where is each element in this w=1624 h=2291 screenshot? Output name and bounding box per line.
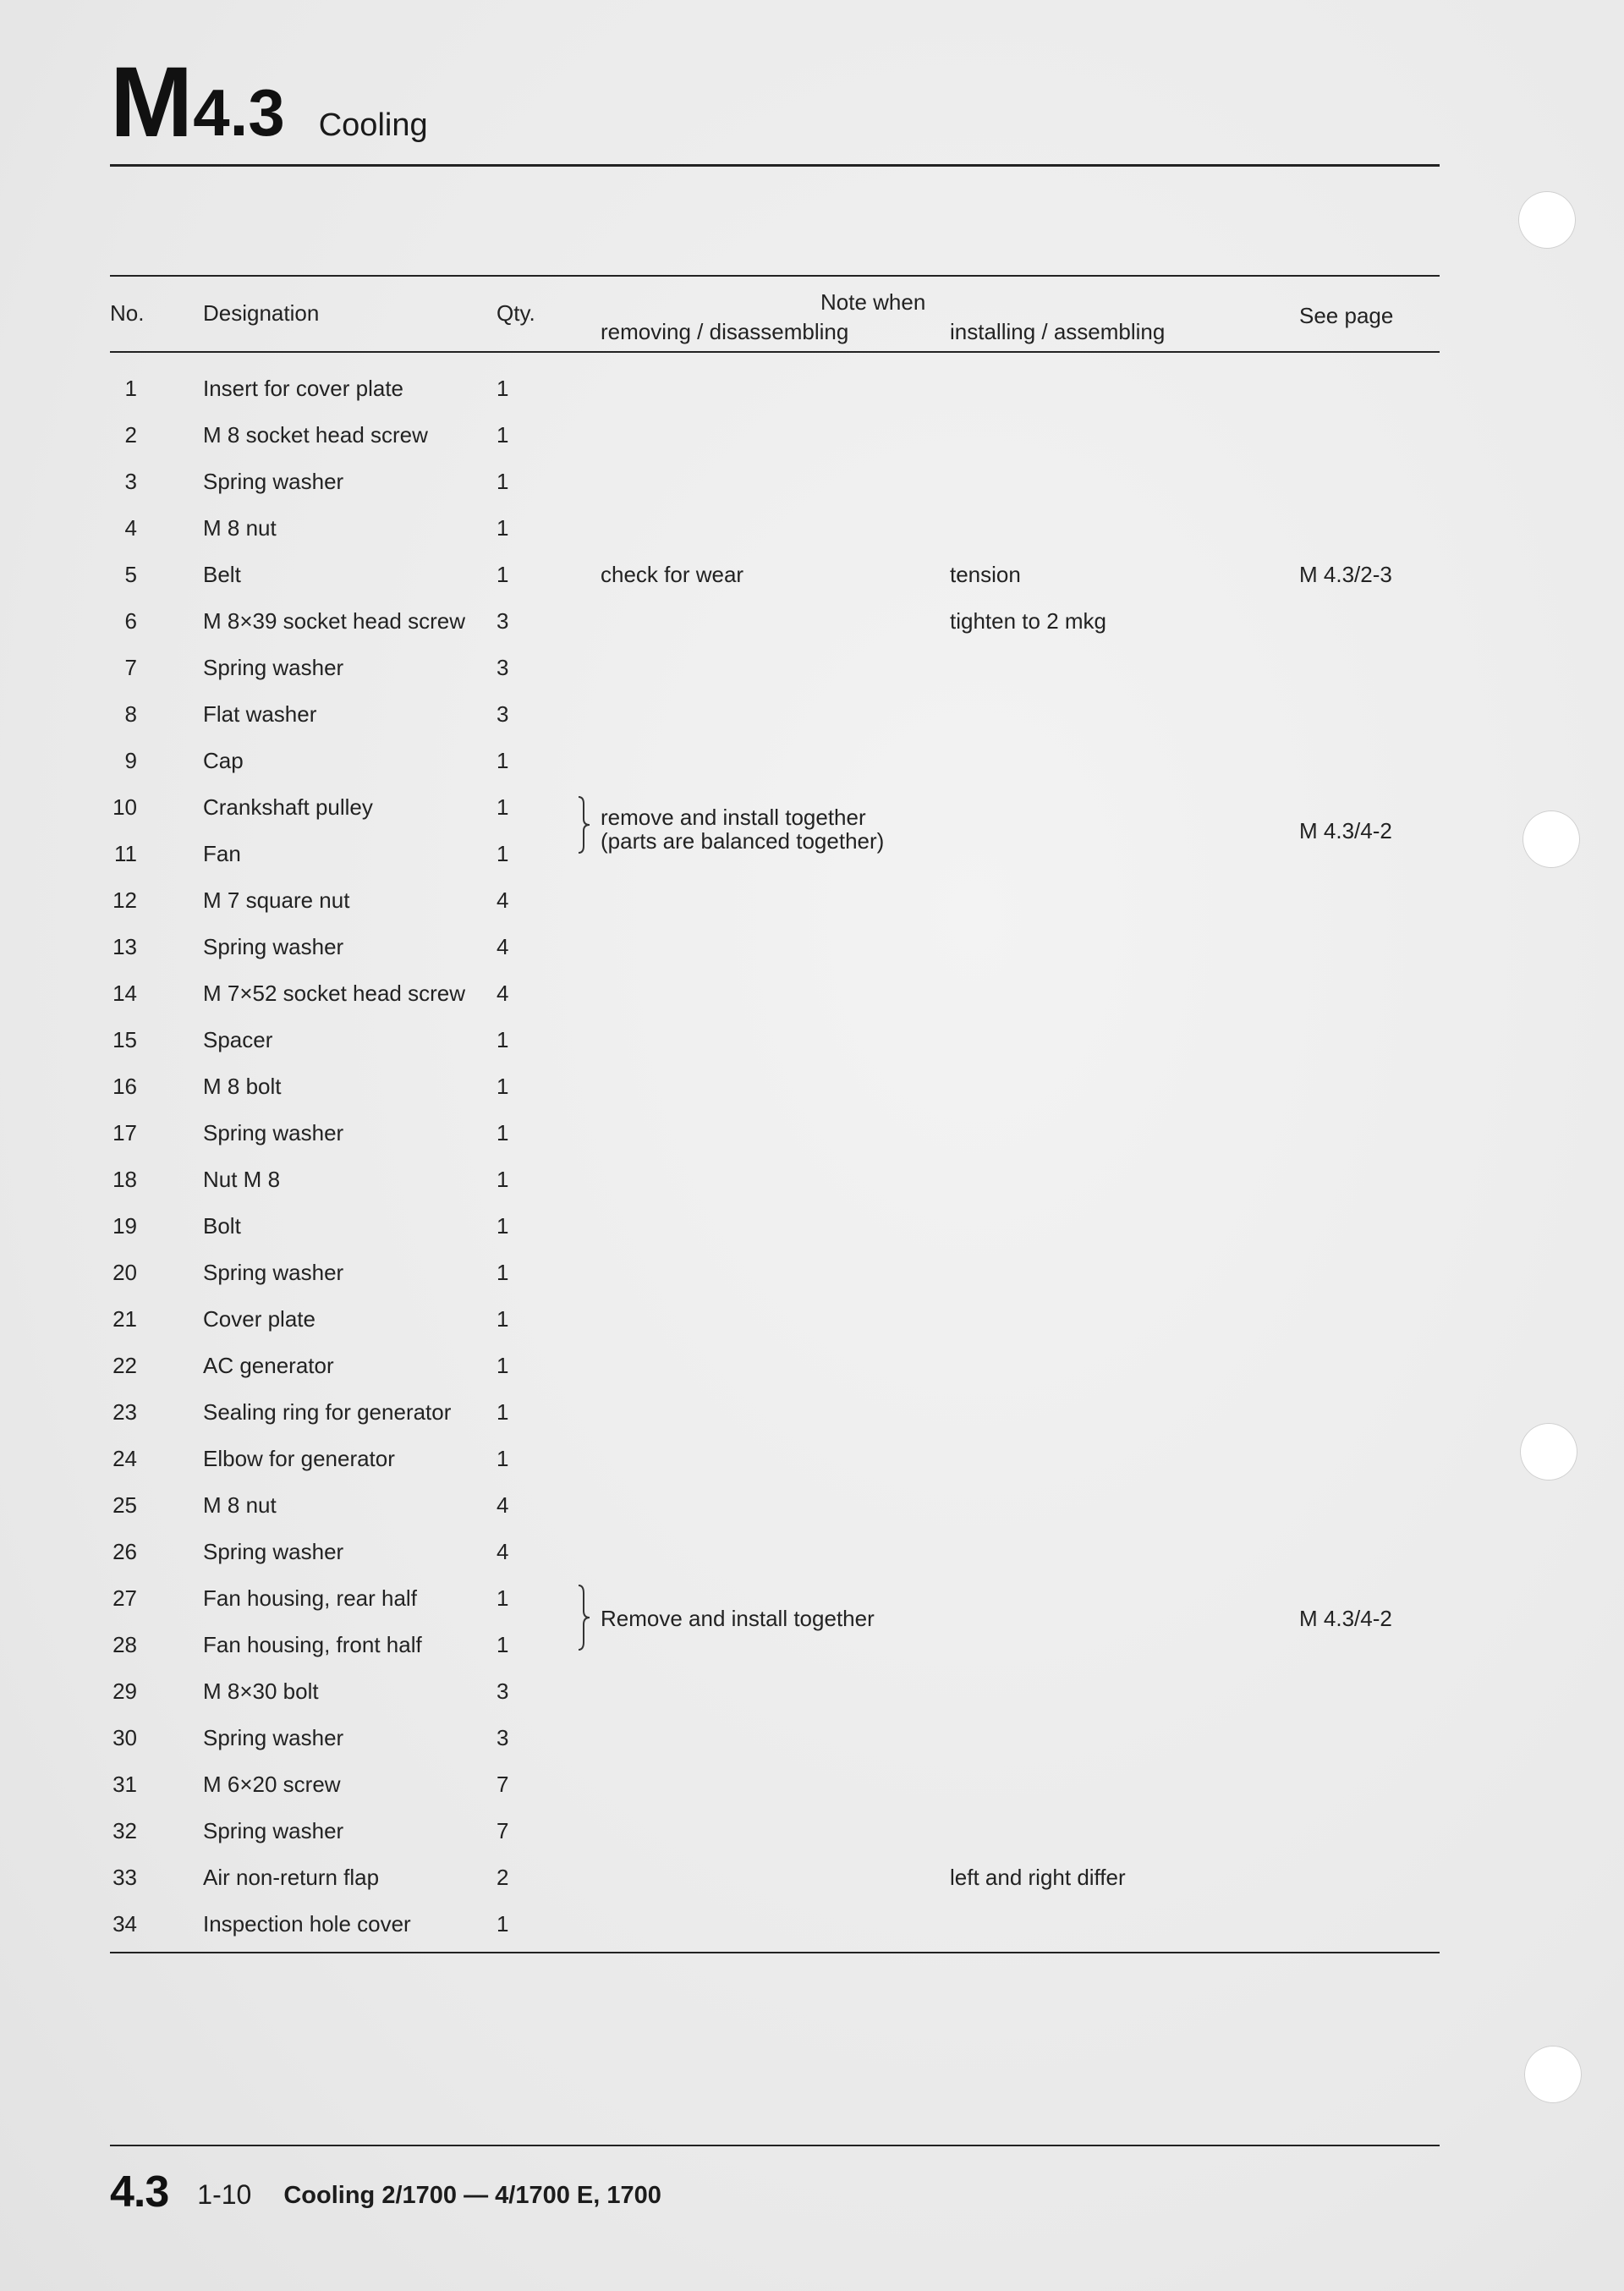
- table-row: [0, 691, 1624, 738]
- row-quantity: 1: [497, 1306, 509, 1332]
- grouped-see-page: M 4.3/4-2: [1299, 818, 1392, 843]
- row-number: 11: [114, 841, 137, 866]
- table-row: [0, 1389, 1624, 1436]
- row-quantity: 1: [497, 1167, 509, 1192]
- row-quantity: 1: [497, 794, 509, 820]
- row-quantity: 1: [497, 1399, 509, 1425]
- row-quantity: 4: [497, 887, 509, 913]
- row-quantity: 1: [497, 1213, 509, 1239]
- row-number: 17: [112, 1120, 137, 1146]
- table-row: [0, 1343, 1624, 1389]
- table-row: [0, 505, 1624, 552]
- row-quantity: 3: [497, 1678, 509, 1704]
- page-title: [110, 47, 428, 158]
- row-designation: Cap: [203, 748, 244, 773]
- table-row: [0, 1808, 1624, 1854]
- table-row: [0, 738, 1624, 784]
- row-number: 18: [112, 1167, 137, 1192]
- row-removing-note: check for wear: [601, 562, 744, 587]
- table-row: [0, 1668, 1624, 1715]
- row-designation: Elbow for generator: [203, 1446, 395, 1471]
- row-number: 23: [112, 1399, 137, 1425]
- table-row: [0, 1715, 1624, 1761]
- row-designation: AC generator: [203, 1353, 334, 1378]
- row-designation: Insert for cover plate: [203, 376, 403, 401]
- row-number: 19: [112, 1213, 137, 1239]
- row-designation: M 8 socket head screw: [203, 422, 428, 448]
- row-quantity: 1: [497, 1632, 509, 1657]
- row-quantity: 4: [497, 981, 509, 1006]
- table-row: [0, 877, 1624, 924]
- header-no: No.: [110, 300, 145, 326]
- row-designation: M 6×20 screw: [203, 1772, 341, 1797]
- row-designation: Sealing ring for generator: [203, 1399, 452, 1425]
- footer-page-number: 1-10: [197, 2179, 252, 2210]
- row-designation: Cover plate: [203, 1306, 315, 1332]
- row-designation: M 8×30 bolt: [203, 1678, 319, 1704]
- table-row: [0, 459, 1624, 505]
- row-installing-note: tighten to 2 mkg: [950, 608, 1106, 634]
- row-designation: Inspection hole cover: [203, 1911, 411, 1937]
- row-quantity: 4: [497, 934, 509, 959]
- row-quantity: 4: [497, 1539, 509, 1564]
- row-number: 8: [124, 701, 137, 727]
- header-removing: removing / disassembling: [601, 319, 849, 344]
- row-quantity: 1: [497, 515, 509, 541]
- row-number: 20: [112, 1260, 137, 1285]
- table-row: [0, 970, 1624, 1017]
- row-designation: Spring washer: [203, 1260, 344, 1285]
- row-designation: M 8 bolt: [203, 1074, 282, 1099]
- row-quantity: 1: [497, 841, 509, 866]
- row-quantity: 1: [497, 469, 509, 494]
- row-designation: Spring washer: [203, 1725, 344, 1750]
- table-row: [0, 1296, 1624, 1343]
- row-number: 21: [112, 1306, 137, 1332]
- brace-rows-10-11: [575, 795, 595, 854]
- row-designation: Fan: [203, 841, 241, 866]
- row-number: 30: [112, 1725, 137, 1750]
- table-row: [0, 1482, 1624, 1529]
- header-installing: installing / assembling: [950, 319, 1166, 344]
- row-quantity: 1: [497, 562, 509, 587]
- table-row: [0, 1110, 1624, 1156]
- row-number: 13: [112, 934, 137, 959]
- row-designation: Fan housing, front half: [203, 1632, 422, 1657]
- table-row: [0, 1250, 1624, 1296]
- row-designation: M 8 nut: [203, 1492, 277, 1518]
- binder-hole: [1520, 1423, 1577, 1481]
- row-designation: Spring washer: [203, 934, 344, 959]
- row-see-page: M 4.3/2-3: [1299, 562, 1392, 587]
- row-quantity: 1: [497, 1446, 509, 1471]
- row-quantity: 7: [497, 1772, 509, 1797]
- row-quantity: 3: [497, 1725, 509, 1750]
- title-letter: M: [110, 47, 190, 158]
- table-bottom-rule: [110, 1952, 1440, 1953]
- row-designation: Spacer: [203, 1027, 273, 1052]
- row-number: 10: [112, 794, 137, 820]
- footer-description: Cooling 2/1700 — 4/1700 E, 1700: [283, 2182, 661, 2209]
- row-quantity: 3: [497, 655, 509, 680]
- row-installing-note: left and right differ: [950, 1865, 1126, 1890]
- title-number: 4.3: [193, 75, 285, 150]
- binder-hole: [1522, 810, 1580, 868]
- header-note-when: Note when: [820, 289, 926, 315]
- row-designation: Nut M 8: [203, 1167, 281, 1192]
- table-row: [0, 1761, 1624, 1808]
- binder-hole: [1524, 2046, 1582, 2103]
- row-number: 6: [124, 608, 137, 634]
- grouped-note-10-11: [601, 805, 884, 853]
- row-designation: Flat washer: [203, 701, 317, 727]
- table-header-rule: [110, 351, 1440, 353]
- row-designation: Spring washer: [203, 469, 344, 494]
- row-number: 31: [112, 1772, 137, 1797]
- row-designation: M 7×52 socket head screw: [203, 981, 465, 1006]
- grouped-note-line: (parts are balanced together): [601, 828, 885, 854]
- page-footer: [110, 2167, 661, 2217]
- binder-hole: [1518, 191, 1576, 249]
- row-number: 26: [112, 1539, 137, 1564]
- row-designation: M 7 square nut: [203, 887, 350, 913]
- row-quantity: 3: [497, 608, 509, 634]
- row-quantity: 1: [497, 1120, 509, 1146]
- row-designation: Fan housing, rear half: [203, 1585, 417, 1611]
- row-quantity: 1: [497, 376, 509, 401]
- row-quantity: 1: [497, 748, 509, 773]
- row-quantity: 3: [497, 701, 509, 727]
- table-row: [0, 1529, 1624, 1575]
- table-row: [0, 924, 1624, 970]
- table-row: [0, 1854, 1624, 1901]
- row-quantity: 1: [497, 1260, 509, 1285]
- table-row: [0, 645, 1624, 691]
- grouped-note-27-28: Remove and install together: [601, 1606, 875, 1631]
- table-row: [0, 412, 1624, 459]
- table-row: [0, 598, 1624, 645]
- brace-rows-27-28: [575, 1584, 595, 1651]
- row-designation: M 8 nut: [203, 515, 277, 541]
- row-quantity: 2: [497, 1865, 509, 1890]
- row-number: 3: [124, 469, 137, 494]
- row-number: 14: [112, 981, 137, 1006]
- row-number: 29: [112, 1678, 137, 1704]
- table-row: [0, 1901, 1624, 1948]
- row-number: 7: [124, 655, 137, 680]
- header-designation: Designation: [203, 300, 320, 326]
- row-number: 1: [124, 376, 137, 401]
- footer-rule: [110, 2145, 1440, 2146]
- row-number: 5: [124, 562, 137, 587]
- row-designation: Spring washer: [203, 1818, 344, 1843]
- row-number: 4: [124, 515, 137, 541]
- table-top-rule: [110, 275, 1440, 277]
- table-row: [0, 552, 1624, 598]
- row-installing-note: tension: [950, 562, 1021, 587]
- table-row: [0, 1203, 1624, 1250]
- row-number: 34: [112, 1911, 137, 1937]
- row-designation: Air non-return flap: [203, 1865, 380, 1890]
- row-quantity: 1: [497, 422, 509, 448]
- grouped-see-page: M 4.3/4-2: [1299, 1606, 1392, 1631]
- title-rule: [110, 164, 1440, 167]
- row-quantity: 7: [497, 1818, 509, 1843]
- grouped-note-line: remove and install together: [601, 805, 866, 830]
- row-number: 2: [124, 422, 137, 448]
- row-designation: M 8×39 socket head screw: [203, 608, 465, 634]
- row-number: 9: [124, 748, 137, 773]
- row-quantity: 1: [497, 1353, 509, 1378]
- title-word: Cooling: [318, 107, 428, 143]
- row-quantity: 1: [497, 1074, 509, 1099]
- row-designation: Belt: [203, 562, 241, 587]
- row-number: 12: [112, 887, 137, 913]
- row-designation: Spring washer: [203, 1539, 344, 1564]
- row-number: 22: [112, 1353, 137, 1378]
- row-number: 33: [112, 1865, 137, 1890]
- table-row: [0, 1436, 1624, 1482]
- row-number: 15: [112, 1027, 137, 1052]
- row-designation: Bolt: [203, 1213, 241, 1239]
- row-designation: Spring washer: [203, 655, 344, 680]
- row-quantity: 1: [497, 1911, 509, 1937]
- row-designation: Crankshaft pulley: [203, 794, 373, 820]
- row-designation: Spring washer: [203, 1120, 344, 1146]
- table-row: [0, 1156, 1624, 1203]
- row-number: 32: [112, 1818, 137, 1843]
- row-number: 24: [112, 1446, 137, 1471]
- row-number: 16: [112, 1074, 137, 1099]
- row-number: 28: [112, 1632, 137, 1657]
- row-quantity: 4: [497, 1492, 509, 1518]
- row-quantity: 1: [497, 1027, 509, 1052]
- row-quantity: 1: [497, 1585, 509, 1611]
- table-row: [0, 365, 1624, 412]
- table-row: [0, 1017, 1624, 1063]
- footer-section: 4.3: [110, 2167, 169, 2217]
- table-row: [0, 1063, 1624, 1110]
- row-number: 25: [112, 1492, 137, 1518]
- header-qty: Qty.: [497, 300, 535, 326]
- row-number: 27: [112, 1585, 137, 1611]
- header-see-page: See page: [1299, 303, 1394, 328]
